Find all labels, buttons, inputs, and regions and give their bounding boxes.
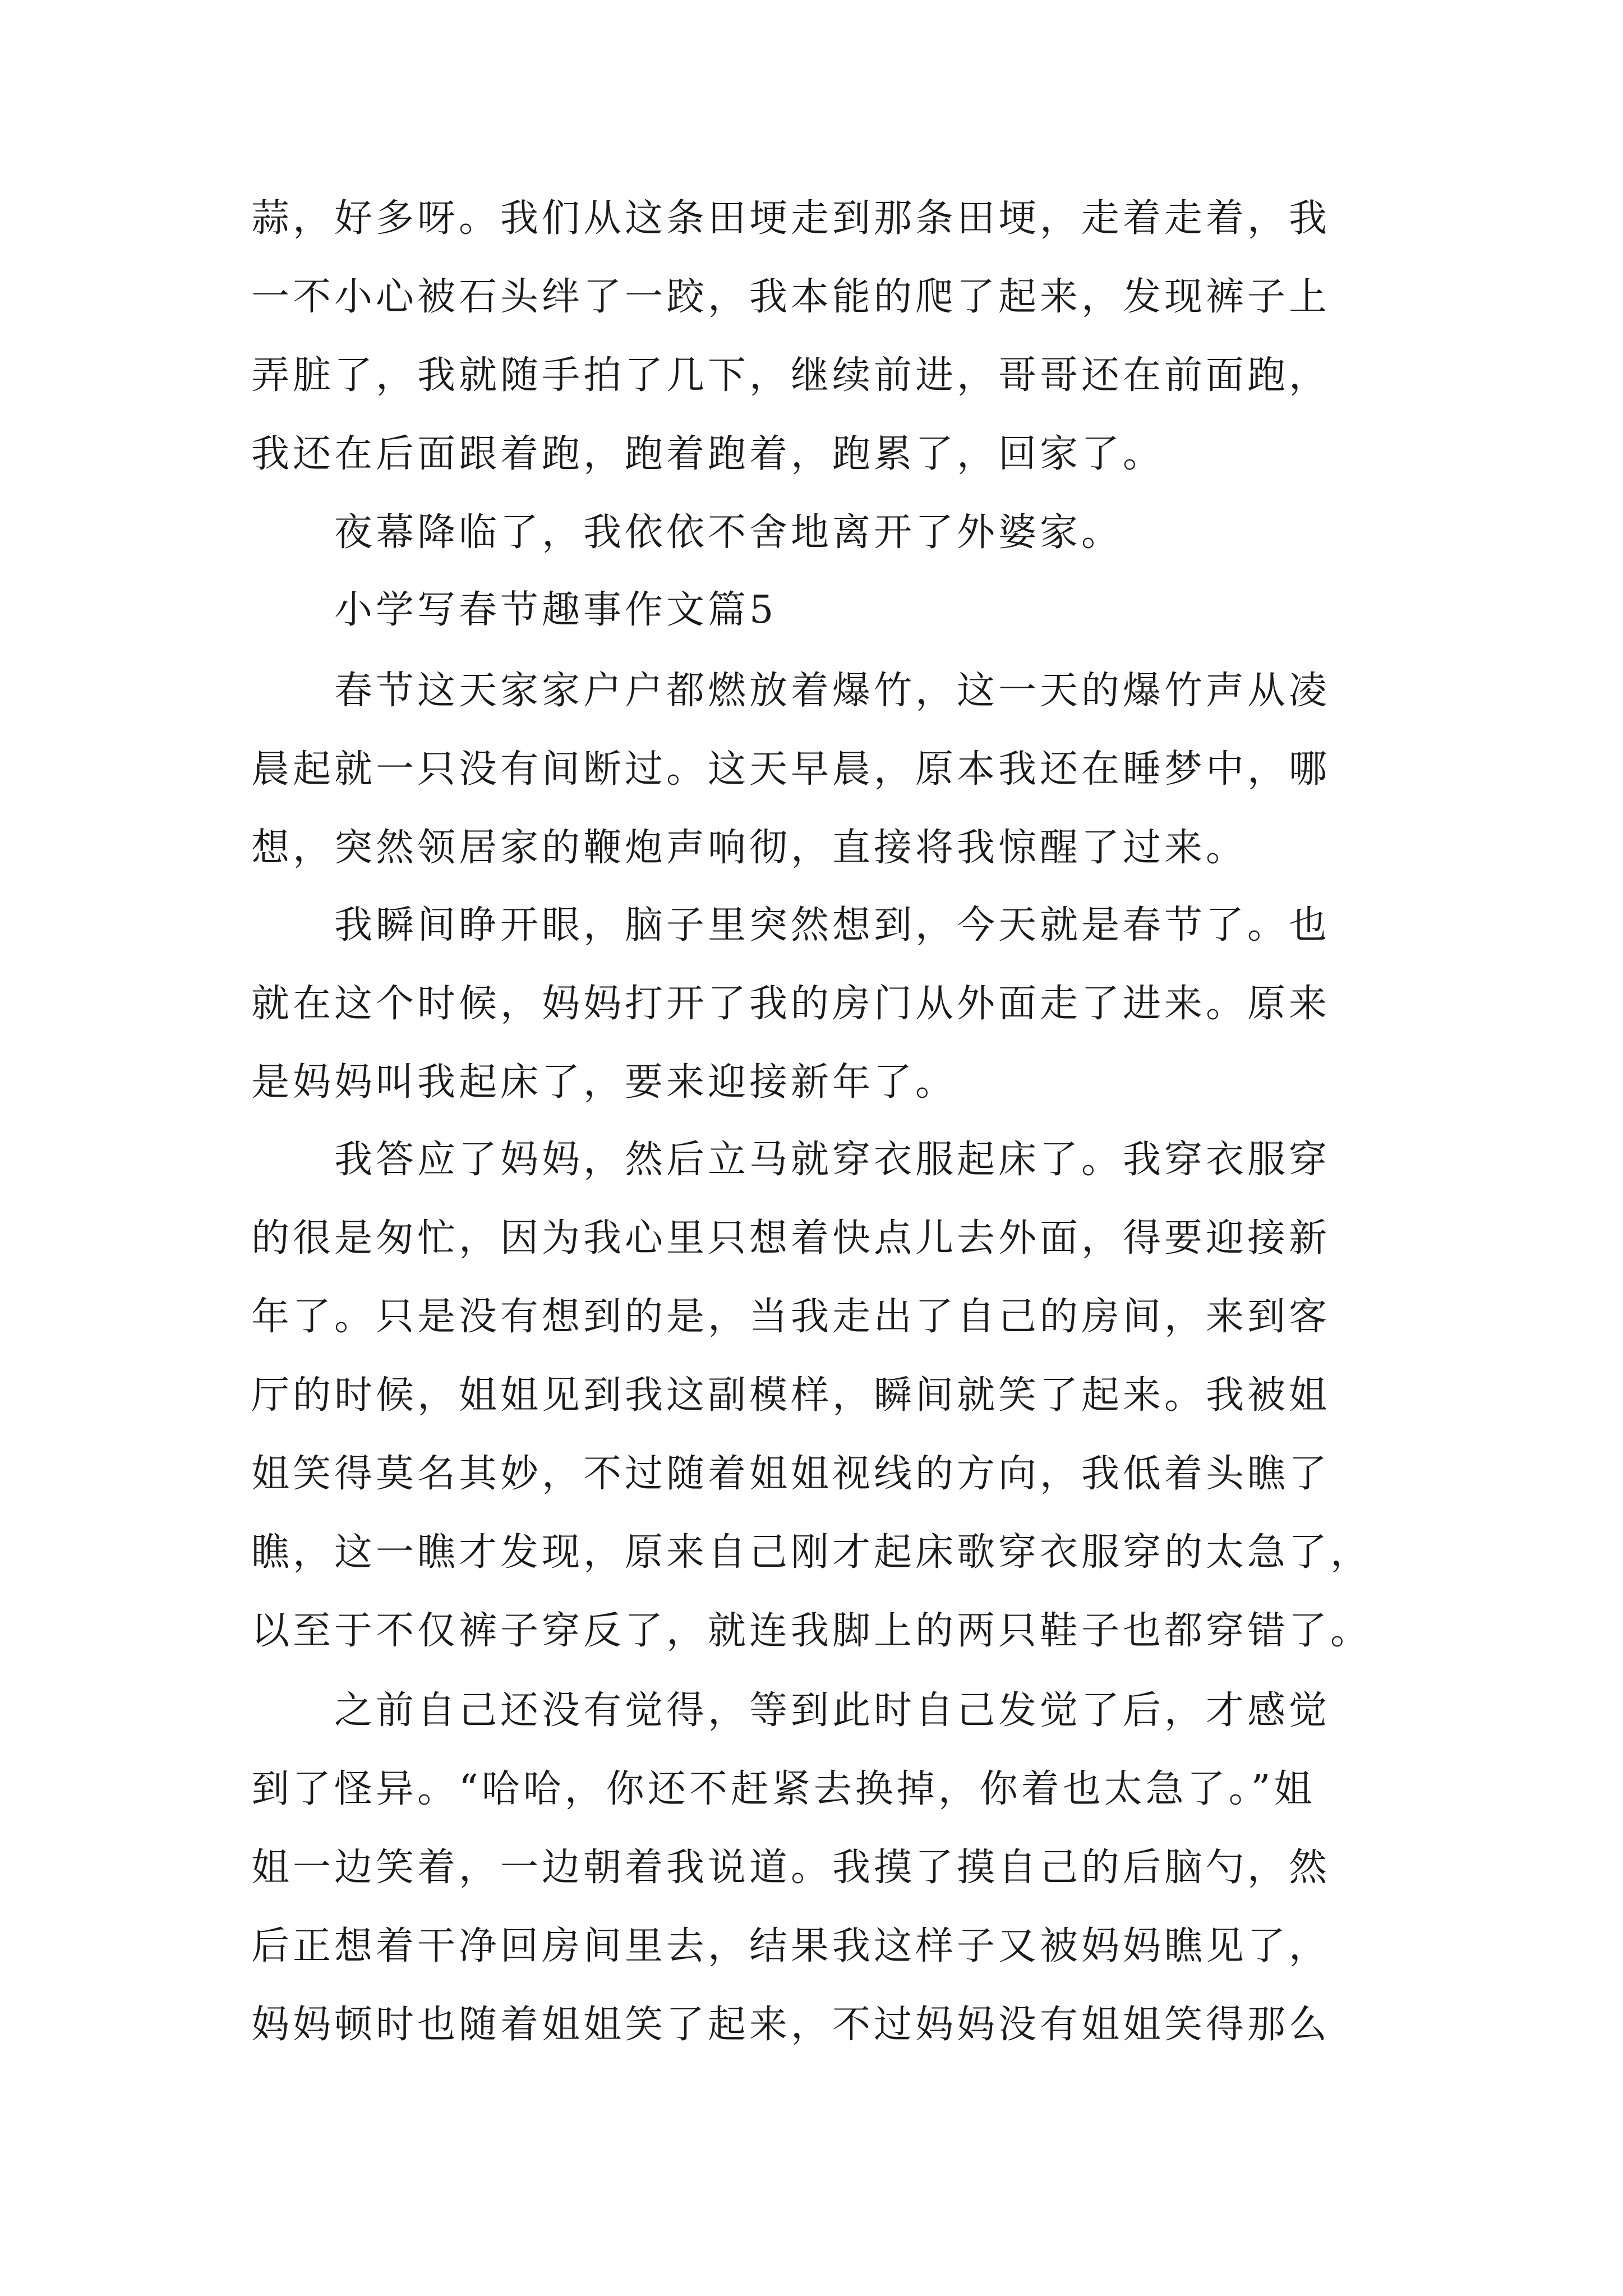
text-line: 我答应了妈妈，然后立马就穿衣服起床了。我穿衣服穿 xyxy=(334,1138,1331,1182)
text-line: 就在这个时候，妈妈打开了我的房门从外面走了进来。原来 xyxy=(251,982,1331,1026)
text-line: 以至于不仅裤子穿反了，就连我脚上的两只鞋子也都穿错了。 xyxy=(251,1609,1372,1653)
text-line: 妈妈顿时也随着姐姐笑了起来，不过妈妈没有姐姐笑得那么 xyxy=(251,2003,1331,2047)
text-line: 想，突然领居家的鞭炮声响彻，直接将我惊醒了过来。 xyxy=(251,826,1248,870)
text-line: 弄脏了，我就随手拍了几下，继续前进，哥哥还在前面跑， xyxy=(251,353,1331,398)
text-line: 的很是匆忙，因为我心里只想着快点儿去外面，得要迎接新 xyxy=(251,1216,1331,1260)
text-line: 年了。只是没有想到的是，当我走出了自己的房间，来到客 xyxy=(251,1295,1331,1339)
section-heading: 小学写春节趣事作文篇5 xyxy=(334,588,777,632)
text-line: 后正想着干净回房间里去，结果我这样子又被妈妈瞧见了， xyxy=(251,1924,1331,1968)
text-line: 是妈妈叫我起床了，要来迎接新年了。 xyxy=(251,1060,957,1105)
text-line: 到了怪异。“哈哈，你还不赶紧去换掉，你着也太急了。”姐 xyxy=(251,1767,1316,1811)
text-line: 瞧，这一瞧才发现，原来自己刚才起床歌穿衣服穿的太急了， xyxy=(251,1530,1372,1575)
text-line: 春节这天家家户户都燃放着爆竹，这一天的爆竹声从凌 xyxy=(334,669,1331,713)
text-line: 姐笑得莫名其妙，不过随着姐姐视线的方向，我低着头瞧了 xyxy=(251,1452,1331,1496)
text-line: 厅的时候，姐姐见到我这副模样，瞬间就笑了起来。我被姐 xyxy=(251,1373,1331,1418)
text-line: 我瞬间睁开眼，脑子里突然想到，今天就是春节了。也 xyxy=(334,903,1331,947)
text-line: 我还在后面跟着跑，跑着跑着，跑累了，回家了。 xyxy=(251,432,1165,476)
text-line: 蒜，好多呀。我们从这条田埂走到那条田埂，走着走着，我 xyxy=(251,196,1331,241)
text-line: 一不小心被石头绊了一跤，我本能的爬了起来，发现裤子上 xyxy=(251,275,1331,319)
text-line: 晨起就一只没有间断过。这天早晨，原本我还在睡梦中，哪 xyxy=(251,747,1331,792)
text-line: 之前自己还没有觉得，等到此时自己发觉了后，才感觉 xyxy=(334,1688,1331,1733)
text-line: 姐一边笑着，一边朝着我说道。我摸了摸自己的后脑勺，然 xyxy=(251,1846,1331,1890)
text-line: 夜幕降临了，我依依不舍地离开了外婆家。 xyxy=(334,510,1123,555)
